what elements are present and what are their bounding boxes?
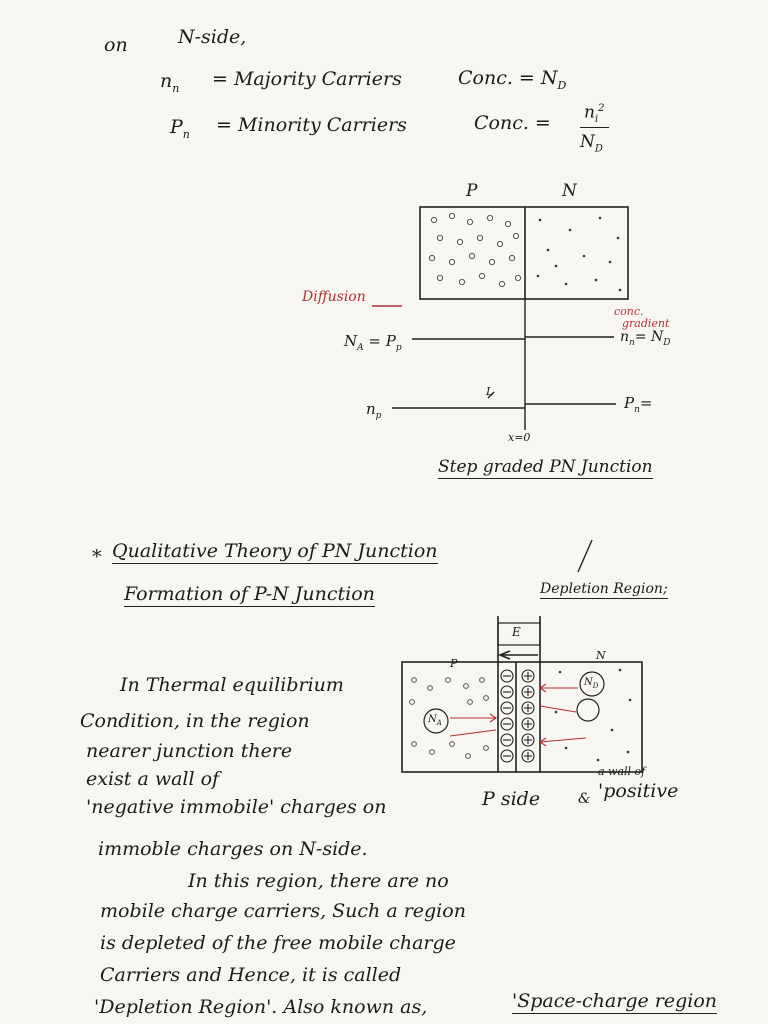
heading-slash (578, 540, 592, 572)
para2-line-2: mobile charge carriers, Such a region (100, 900, 466, 922)
para2-space-charge: 'Space-charge region (512, 990, 718, 1012)
negative-ions (501, 670, 513, 762)
p-region-holes (429, 213, 520, 286)
heading-line-2: Formation of P-N Junction (124, 583, 375, 605)
fig1-p-label: P (466, 181, 478, 201)
nn-symbol: $n_n$ (160, 70, 180, 95)
pn-conc-text: Conc. = (474, 112, 551, 134)
fig2-p-label: P (450, 657, 458, 670)
e-field-label: E (512, 625, 521, 639)
para1-ampersand: & (578, 791, 591, 807)
positive-ions (522, 670, 534, 762)
na-pp-label: $N_A = P_p$ (344, 332, 402, 353)
np-label: $n_p$ (366, 400, 382, 421)
diffusion-arrows-red (450, 684, 586, 746)
conc-gradient-label-1: conc. (614, 305, 644, 318)
nd-ion-label: $N_D$ (584, 677, 599, 690)
na-ion-label: $N_A$ (428, 714, 442, 727)
fraction-denominator: $N_D$ (580, 132, 603, 155)
para2-line-4: Carriers and Hence, it is called (100, 964, 402, 986)
ion-circles (424, 672, 604, 733)
minority-carriers-text: = Minority Carriers (216, 114, 407, 136)
l-mark: L (486, 385, 494, 398)
para1-line-5: 'negative immobile' charges on (86, 796, 387, 818)
para2-line-5: 'Depletion Region'. Also known as, (94, 996, 428, 1018)
wall-note-1: a wall of (598, 765, 646, 778)
n-region-dots (537, 217, 622, 292)
para2-line-3: is depleted of the free mobile charge (100, 932, 456, 954)
para1-line-3: nearer junction there (86, 740, 293, 762)
fig1-caption: Step graded PN Junction (438, 457, 653, 477)
nn-conc-text: Conc. = $N_D$ (458, 67, 567, 92)
nn-nd-label: $n_n= N_D$ (620, 329, 671, 348)
x0-label: x=0 (508, 431, 531, 444)
diffusion-label: Diffusion (302, 289, 366, 305)
para1-line-2: Condition, in the region (80, 710, 310, 732)
para1-line-6: immoble charges on N-side. (98, 838, 368, 860)
para1-p-side: P side (482, 788, 541, 810)
heading-depletion-region: Depletion Region; (540, 581, 668, 597)
fraction-numerator: $n_i^2$ (580, 104, 609, 128)
pn-symbol: $P_n$ (170, 116, 190, 141)
pn-label: $P_n=$ (624, 394, 653, 415)
fig2-n-label: N (596, 649, 606, 662)
para1-line-1: In Thermal equilibrium (120, 674, 344, 696)
para1-positive: 'positive (598, 780, 679, 802)
majority-carriers-text: = Majority Carriers (212, 68, 402, 90)
text-on: on (104, 34, 128, 56)
heading-line-1: Qualitative Theory of PN Junction (112, 540, 438, 562)
text-n-side: N-side, (178, 26, 247, 48)
conc-gradient-label-2: gradient (622, 317, 670, 330)
conc-graph (392, 299, 616, 430)
heading-star: * (92, 546, 102, 568)
fig1-n-label: N (562, 181, 577, 201)
pn-block (420, 207, 628, 299)
para1-line-4: exist a wall of (86, 768, 220, 790)
para2-line-1: In this region, there are no (188, 870, 449, 892)
